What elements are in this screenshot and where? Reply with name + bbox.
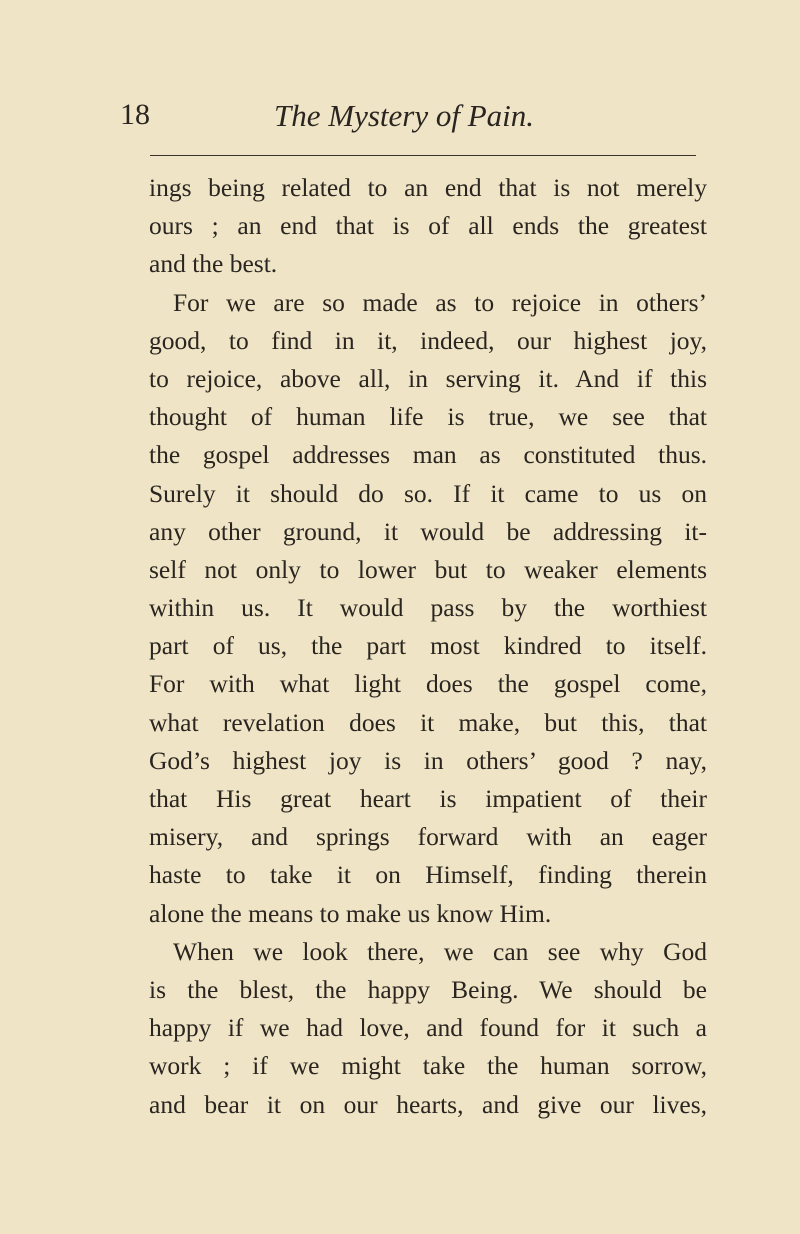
- text-line: When we look there, we can see why God: [173, 936, 707, 966]
- text-line: self not only to lower but to weaker elements: [149, 554, 707, 584]
- text-line: ours ; an end that is of all ends the greatest: [149, 211, 707, 241]
- text-line: to rejoice, above all, in serving it. And if this: [149, 363, 707, 393]
- text-line: happy if we had love, and found for it such a: [149, 1013, 707, 1043]
- text-line: good, to find in it, indeed, our highest joy,: [149, 325, 707, 355]
- text-line: work ; if we might take the human sorrow,: [149, 1051, 707, 1081]
- text-line: God’s highest joy is in others’ good ? nay,: [149, 745, 707, 775]
- text-line: ings being related to an end that is not merely: [149, 173, 707, 202]
- text-line: haste to take it on Himself, finding therein: [149, 860, 707, 890]
- header-rule: [150, 155, 696, 156]
- text-line: any other ground, it would be addressing it-: [149, 516, 707, 546]
- text-line: misery, and springs forward with an eager: [149, 822, 707, 852]
- text-line: thought of human life is true, we see that: [149, 402, 707, 432]
- running-title: The Mystery of Pain.: [274, 98, 535, 133]
- text-line: For with what light does the gospel come,: [149, 669, 707, 699]
- text-line: the gospel addresses man as constituted thus.: [149, 440, 707, 470]
- text-line: that His great heart is impatient of their: [149, 784, 707, 813]
- page-number: 18: [120, 98, 150, 131]
- text-line: For we are so made as to rejoice in others’: [173, 287, 707, 317]
- body-text: [149, 169, 707, 1124]
- text-line: within us. It would pass by the worthiest: [149, 593, 707, 623]
- text-line: Surely it should do so. If it came to us on: [149, 478, 707, 508]
- text-line: and bear it on our hearts, and give our lives,: [149, 1089, 707, 1119]
- page-header: [120, 86, 720, 146]
- text-line: and the best.: [149, 249, 278, 279]
- text-line: what revelation does it make, but this, that: [149, 707, 707, 737]
- text-line: alone the means to make us know Him.: [149, 898, 552, 928]
- text-line: part of us, the part most kindred to itself.: [149, 631, 707, 661]
- text-line: is the blest, the happy Being. We should be: [149, 974, 707, 1004]
